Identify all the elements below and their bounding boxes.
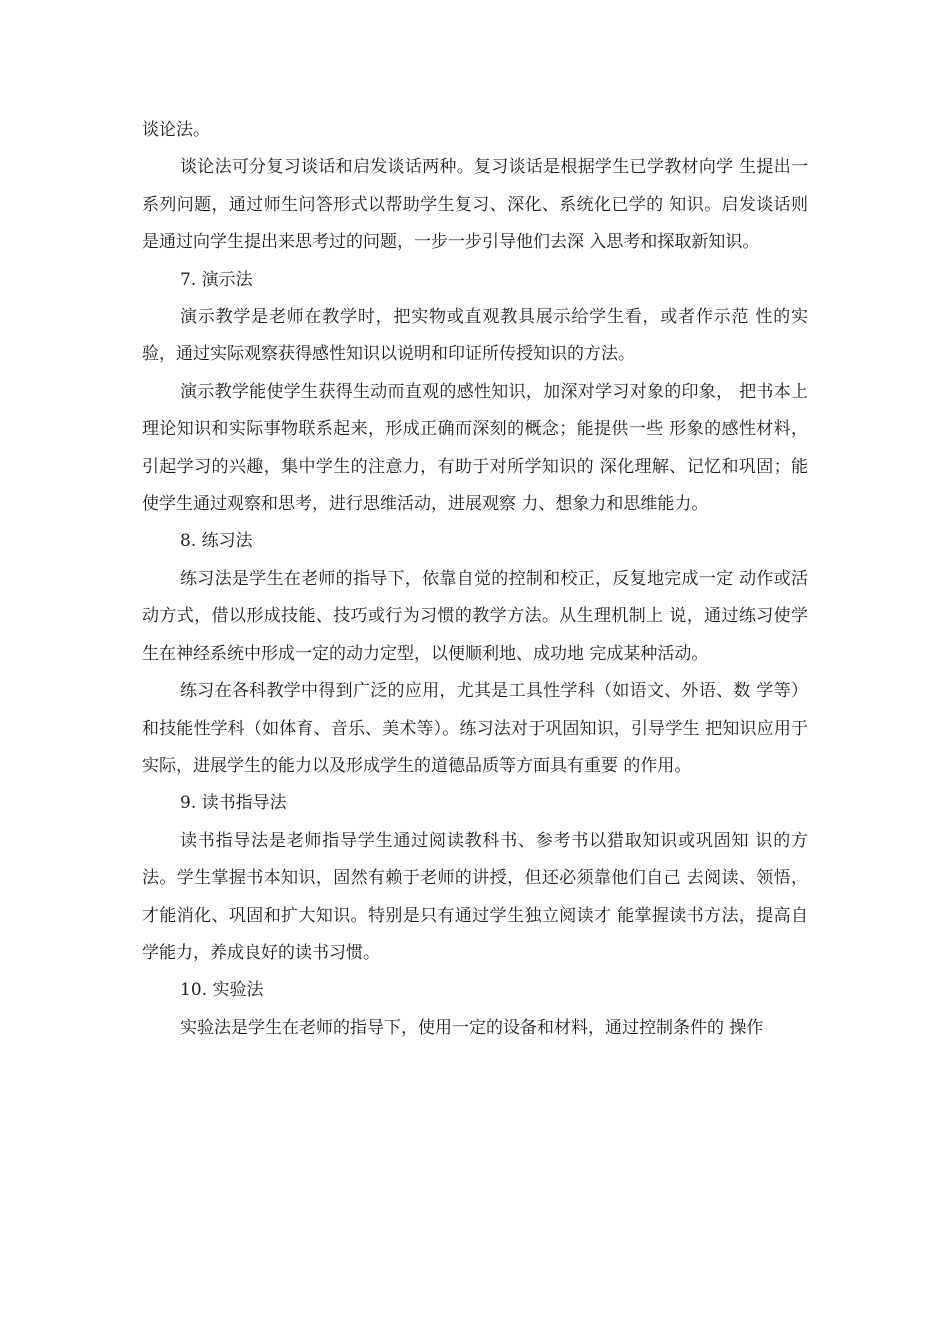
section-heading: 10. 实验法 <box>180 980 264 1001</box>
paragraph-body: 读书指导法是老师指导学生通过阅读教科书、参考书以猎取知识或巩固知 识的方法。学生掌握书本知识，固然有赖于老师的讲授，但还必须靠他们自己 去阅读、领悟，才能消化、巩固和扩大知识。特别是只有通过学生独立阅读才 能掌握读书方法，提高自学能力，养成良好的读书习惯。 <box>142 830 808 963</box>
paragraph-body: 实验法是学生在老师的指导下，使用一定的设备和材料，通过控制条件的 操作 <box>180 1017 764 1038</box>
section-heading: 8. 练习法 <box>180 531 253 552</box>
paragraph-body: 练习在各科教学中得到广泛的应用，尤其是工具性学科（如语文、外语、数 学等）和技能性学科（如体育、音乐、美术等）。练习法对于巩固知识，引导学生 把知识应用于实际，进展学生的能力以及形成学生的道德品质等方面具有重要 的作用。 <box>142 681 808 776</box>
paragraph-body: 演示教学能使学生获得生动而直观的感性知识，加深对学习对象的印象， 把书本上理论知识和实际事物联系起来，形成正确而深刻的概念；能提供一些 形象的感性材料，引起学习的兴趣，集中学生的注意力，有助于对所学知识的 深化理解、记忆和巩固；能使学生通过观察和思考，进行思维活动，进展观察 力、想象力和思维能力。 <box>142 381 808 515</box>
paragraph-body: 演示教学是老师在教学时，把实物或直观教具展示给学生看，或者作示范 性的实验，通过实际观察获得感性知识以说明和印证所传授知识的方法。 <box>142 307 808 365</box>
paragraph-body: 练习法是学生在老师的指导下，依靠自觉的控制和校正，反复地完成一定 动作或活动方式，借以形成技能、技巧或行为习惯的教学方法。从生理机制上 说，通过练习使学生在神经系统中形成一定的动力定型，以便顺利地、成功地 完成某种活动。 <box>142 568 808 664</box>
paragraph-body: 谈论法可分复习谈话和启发谈话两种。复习谈话是根据学生已学教材向学 生提出一系列问题，通过师生问答形式以帮助学生复习、深化、系统化已学的 知识。启发谈话则是通过向学生提出来思考过的问题，一步一步引导他们去深 入思考和探取新知识。 <box>142 157 808 253</box>
paragraph-continued: 谈论法。 <box>142 120 210 140</box>
document-page <box>142 112 808 1047</box>
section-heading: 9. 读书指导法 <box>180 793 287 814</box>
section-heading: 7. 演示法 <box>180 269 253 290</box>
